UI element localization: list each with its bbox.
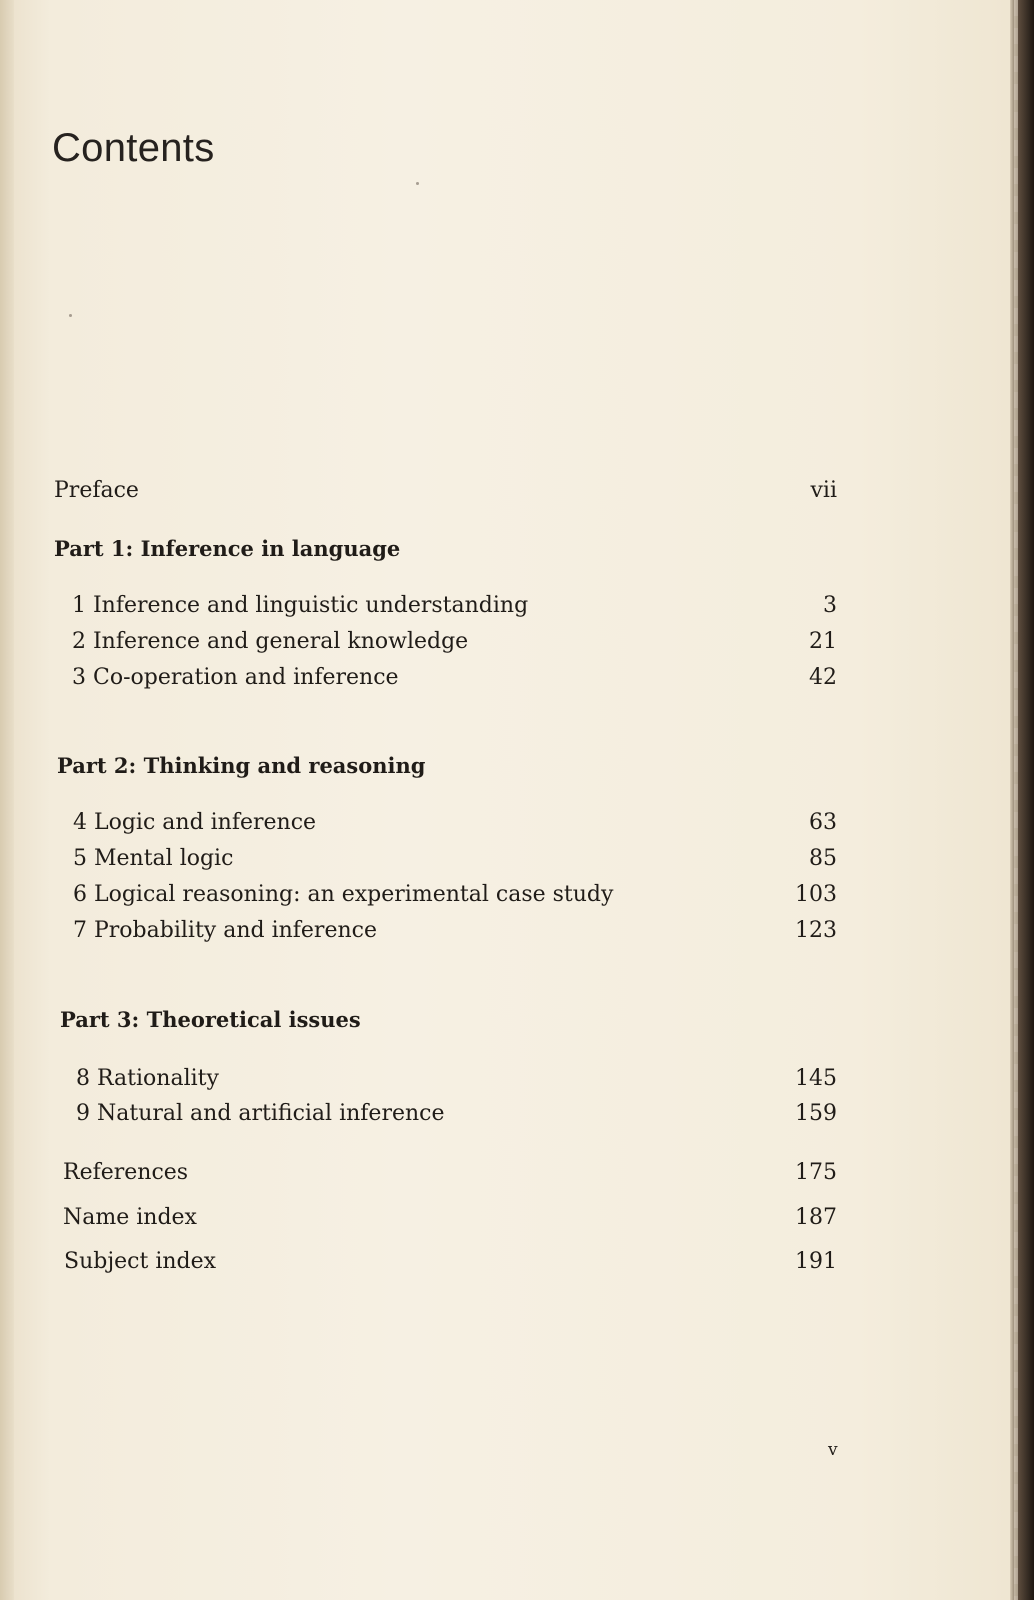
toc-entry-label: 6 Logical reasoning: an experimental case study (73, 882, 614, 907)
toc-entry-page: 85 (809, 846, 837, 871)
toc-entry-page: 123 (795, 918, 837, 943)
toc-entry-page: 3 (823, 593, 837, 618)
page-number: v (828, 1440, 838, 1460)
toc-entry-page: 145 (795, 1066, 837, 1091)
toc-entry-label: 9 Natural and artificial inference (76, 1101, 445, 1126)
toc-entry-label: 3 Co-operation and inference (72, 665, 399, 690)
toc-entry-page: 21 (809, 629, 837, 654)
part-heading: Part 3: Theoretical issues (60, 1007, 361, 1032)
part-heading: Part 1: Inference in language (54, 536, 401, 561)
paper-speck (69, 314, 72, 317)
toc-entry-label: References (63, 1160, 189, 1185)
toc-entry-page: 175 (795, 1160, 837, 1185)
toc-entry-label: 8 Rationality (76, 1066, 219, 1091)
toc-entry-label: Subject index (64, 1249, 217, 1274)
toc-entry-label: Preface (54, 478, 139, 503)
toc-entry-page: 42 (809, 665, 837, 690)
page-title: Contents (52, 126, 215, 170)
toc-entry-label: 5 Mental logic (73, 846, 234, 871)
toc-entry-label: 7 Probability and inference (73, 918, 377, 943)
toc-entry-page: 103 (795, 882, 837, 907)
toc-entry-label: Name index (63, 1205, 197, 1230)
page-edge-lines (1014, 0, 1018, 1600)
toc-entry-label: 2 Inference and general knowledge (72, 629, 469, 654)
toc-entry-page: 187 (795, 1205, 837, 1230)
toc-entry-page: vii (810, 478, 837, 503)
toc-entry-label: 1 Inference and linguistic understanding (72, 593, 529, 618)
toc-entry-page: 191 (795, 1249, 837, 1274)
toc-entry-label: 4 Logic and inference (73, 810, 317, 835)
toc-entry-page: 63 (809, 810, 837, 835)
toc-entry-page: 159 (795, 1101, 837, 1126)
paper-speck (416, 182, 419, 185)
part-heading: Part 2: Thinking and reasoning (57, 753, 426, 778)
